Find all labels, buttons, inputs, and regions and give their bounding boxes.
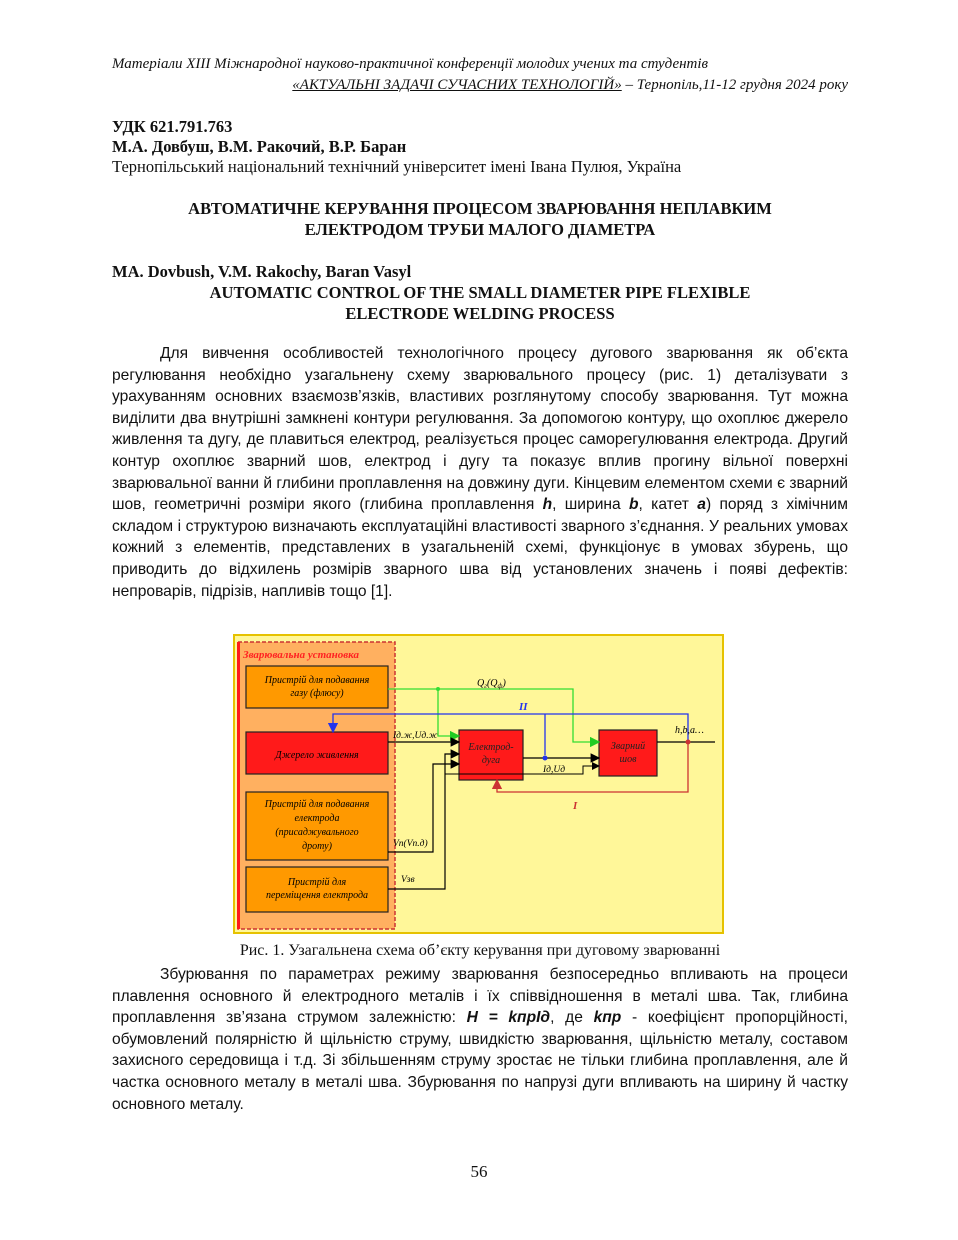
authors-en: MA. Dovbush, V.M. Rakochy, Baran Vasyl: [112, 262, 412, 281]
arc-current-label: Iд,Uд: [543, 765, 566, 775]
title-ua-line1: АВТОМАТИЧНЕ КЕРУВАННЯ ПРОЦЕСОМ ЗВАРЮВАННЯ НЕПЛАВКИМ: [188, 199, 772, 218]
loop-i-label: I: [573, 800, 578, 812]
weld-seam-block: [599, 730, 657, 776]
output-label: h,b,a…: [675, 725, 704, 736]
electrode-arc-label-1: Електрод-: [468, 742, 514, 753]
conference-date: – Тернопіль,11-12 грудня 2024 року: [621, 77, 848, 93]
gas-feed-label-2: газу (флюсу): [290, 688, 344, 699]
electrode-arc-label-2: дуга: [481, 755, 501, 766]
power-current-label: Iд.ж,Uд.ж: [393, 731, 438, 741]
udk-code: УДК 621.791.763: [112, 117, 233, 136]
gas-feed-label-1: Пристрій для подавання: [264, 675, 370, 686]
title-en-line1: AUTOMATIC CONTROL OF THE SMALL DIAMETER PIPE FLEXIBLE: [209, 283, 751, 302]
page-number: 56: [470, 1162, 488, 1181]
figure-caption: Рис. 1. Узагальнена схема об’єкту керування при дуговому зварюванні: [239, 942, 721, 959]
title-en-line2: ELECTRODE WELDING PROCESS: [345, 304, 615, 323]
electrode-move-label-2: переміщення електрода: [265, 890, 369, 901]
electrode-feed-label-1: Пристрій для подавання: [264, 799, 370, 810]
electrode-move-label-1: Пристрій для: [287, 877, 347, 888]
loop-ii-label: II: [519, 701, 528, 713]
conference-header-line2: [112, 77, 848, 94]
title-en: [112, 282, 848, 324]
weld-seam-label-2: шов: [619, 754, 637, 765]
gas-flow-label: $Q_г(Q_ф)$: [477, 678, 506, 690]
conference-header-line1: Матеріали XIII Міжнародної науково-практичної конференції молодих учених та студентів: [112, 56, 709, 72]
travel-speed-label: Vзв: [401, 875, 415, 885]
weld-seam-label-1: Зварний: [610, 741, 646, 752]
block-diagram: [233, 634, 724, 934]
welding-unit-red-edge: [237, 642, 240, 929]
welding-unit-label: Зварювальна установка: [243, 649, 359, 661]
authors-ua: М.А. Довбуш, В.М. Ракочий, В.Р. Баран: [112, 137, 407, 156]
conference-title-link: «АКТУАЛЬНІ ЗАДАЧІ СУЧАСНИХ ТЕХНОЛОГІЙ»: [292, 77, 622, 93]
paragraph-2: Збурювання по параметрах режиму зварювання безпосередньо впливають на процеси плавлення основного й електродного металів і їх співвідношення в металі шва. Так, глибина проплавлення зв’язана струмом залежністю: H = kпрIд, де kпр - коефіцієнт пропорційності, обумовлений полярністю й щільністю струму, швидкістю зварювання, щільністю металу, составом захисного середовища і т.д. Зі збільшенням струму зростає не тільки глибина проплавлення, але й частка основного металу в металі шва. Збурювання по напрузі дуги впливають на ширину й частку основного металу.: [112, 966, 848, 1113]
affiliation: Тернопільський національний технічний університет імені Івана Пулюя, Україна: [112, 157, 682, 176]
title-ua: [112, 198, 848, 240]
electrode-feed-label-2: електрода: [294, 813, 340, 824]
feed-speed-label: Vп(Vп.д): [393, 839, 428, 849]
electrode-feed-label-4: дроту): [302, 841, 332, 852]
gas-feed-block: [246, 666, 388, 708]
electrode-feed-label-3: (присаджувального: [275, 827, 359, 838]
arc-junction: [543, 756, 548, 761]
paragraph-1: Для вивчення особливостей технологічного процесу дугового зварювання як об’єкта регулювання необхідно узагальнену схему зварювального процесу (рис. 1) деталізувати з урахуванням основних взаємозв’язків, властивих розглянутому способу зварювання. Тут можна виділити два внутрішні замкнені контури регулювання. За допомогою контуру, що охоплює джерело живлення та дугу, де плавиться електрод, реалізується процес саморегулювання електрода. Другий контур охоплює зварний шов, електрод і дугу та показує вплив прогину вільної поверхні зварювальної ванни й глибини проплавлення на довжину дуги. Кінцевим елементом схеми є зварний шов, геометричні розміри якого (глибина проплавлення h, ширина b, катет a) поряд з хімічним складом і структурою визначають експлуатаційні властивості зварного з’єднання. У реальних умовах кожний з елементів, представлених в узагальненій схемі, функціонує в умовах збурень, що приводить до відхилень розмірів зварного шва від установлених значень і появі дефектів: непроварів, підрізів, напливів тощо [1].: [112, 345, 848, 600]
title-ua-line2: ЕЛЕКТРОДОМ ТРУБИ МАЛОГО ДІАМЕТРА: [304, 220, 656, 239]
gas-junction: [436, 687, 440, 691]
power-source-label: Джерело живлення: [275, 750, 359, 761]
